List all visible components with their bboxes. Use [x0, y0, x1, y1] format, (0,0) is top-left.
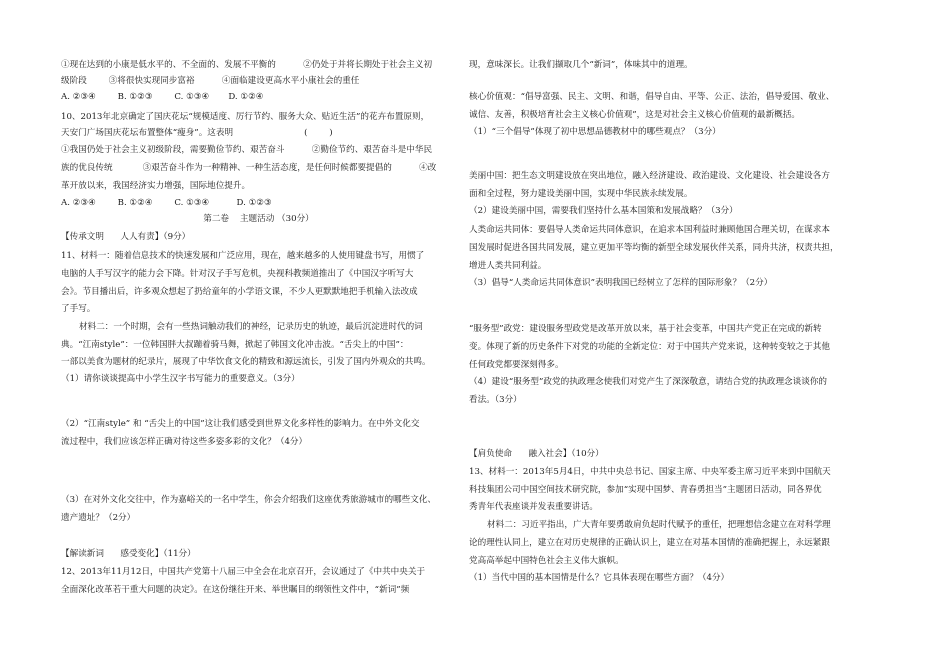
- core-values-text: 诚信、友善，积极培育社会主义核心价值观”，这是对社会主义核心价值观的最新概括。: [469, 110, 800, 120]
- part-two-title: 第二卷 主题活动 （30分）: [203, 214, 314, 224]
- q11-question-2: 流过程中，我们应该怎样正确对待这些多姿多彩的文化？（4分）: [61, 437, 308, 447]
- core-values-text: 核心价值观：“倡导富强、民主、文明、和谐，倡导自由、平等、公正、法治，倡导爱国、敬业、: [469, 92, 835, 102]
- community-text: 人类命运共同体：要倡导人类命运共同体意识，在追求本国利益时兼顾他国合理关切，在谋求本: [469, 225, 830, 235]
- q9-options-text: ①现在达到的小康是低水平的、不全面的、发展不平衡的 ②仍处于并将长期处于社会主义初: [61, 60, 433, 70]
- section-heading: 【传承文明 人人有责】（9分）: [61, 232, 191, 242]
- q12-question-4: （4）建设“服务型”政党的执政理念使我们对党产生了深深敬意，请结合党的执政理念谈谈你的: [469, 377, 828, 387]
- q10-answer-choices: A. ②③④ B. ①②④ C. ①③④ D. ①②③: [61, 198, 272, 208]
- q12-stem: 12、2013年11月12日，中国共产党第十八届三中全会在北京召开，会议通过了《中共中央关于: [61, 567, 426, 577]
- q10-stem: 天安门广场国庆花坛布置整体“瘦身”。这表明 ( ): [61, 128, 333, 138]
- section-heading: 【解读新词 感受变化】（11分）: [61, 549, 196, 559]
- q13-material-one: 秀青年代表座谈并发表重要讲话。: [469, 502, 598, 512]
- q13-question-1: （1）当代中国的基本国情是什么？它具体表现在哪些方面？（4分）: [469, 573, 730, 583]
- q12-stem: 全面深化改革若干重大问题的决定》。在这份继往开来、举世瞩目的纲领性文件中，“新词”频: [61, 585, 410, 595]
- q13-material-two: 材料二：习近平指出，广大青年要勇敢肩负起时代赋予的重任，把理想信念建立在对科学理: [487, 520, 831, 530]
- q10-stem: 10、2013年北京确定了国庆花坛“规模适度、厉行节约、服务大众、贴近生活”的花卉布置原则，: [61, 112, 430, 122]
- beautiful-china-text: 美丽中国：把生态文明建设放在突出地位，融入经济建设、政治建设、文化建设、社会建设各方: [469, 171, 830, 181]
- service-party-text: 变。体现了新的历史条件下对党的功能的全新定位：对于中国共产党来说，这种转变较之于其他: [469, 342, 830, 352]
- q9-options-text: 级阶段 ③将很快实现同步富裕 ④面临建设更高水平小康社会的重任: [61, 76, 360, 86]
- q11-question-1: （1）请你谈谈提高中小学生汉字书写能力的重要意义。（3分）: [61, 374, 300, 384]
- q11-question-3: 遗产遗址？（2分）: [61, 513, 136, 523]
- q11-material-one: 会》。节目播出后，许多观众想起了扔给童年的小学语文课，不少人更默默地把手机输入法改成: [61, 287, 418, 297]
- q9-answer-choices: A. ②③④ B. ①②③ C. ①③④ D. ①②④: [61, 92, 264, 102]
- q10-statements: ①我国仍处于社会主义初级阶段，需要勤俭节约、艰苦奋斗 ②勤俭节约、艰苦奋斗是中华民: [61, 145, 433, 155]
- q10-statements: 革开放以来，我国经济实力增强，国际地位提升。: [61, 181, 251, 191]
- community-text: 增进人类共同利益。: [469, 261, 547, 271]
- q13-material-one: 13、材料一：2013年5月4日，中共中央总书记、国家主席、中央军委主席习近平来到中国航天: [469, 467, 831, 477]
- community-text: 国发展时促进各国共同发展，建立更加平等均衡的新型全球发展伙伴关系，同舟共济，权责共担，: [469, 243, 839, 253]
- q13-material-two: 党高高举起中国特色社会主义伟大旗帜。: [469, 556, 624, 566]
- q11-material-two: 典。“江南style”：一位韩国胖大叔蹦着骑马舞，掀起了韩国文化冲击波。“舌尖上的中国”：: [61, 340, 409, 350]
- q11-question-2: （2）“江南style” 和 “舌尖上的中国”这让我们感受到世界文化多样性的影响力。在中外文化交: [61, 419, 420, 429]
- q12-question-1: （1）“三个倡导”体现了初中思想品德教材中的哪些观点？（3分）: [469, 127, 721, 137]
- q12-question-2: （2）建设美丽中国，需要我们坚持什么基本国策和发展战略？（3分）: [469, 206, 738, 216]
- q11-material-two: 一部以美食为题材的纪录片，展现了中华饮食文化的精致和源远流长，引发了国内外观众的共鸣。: [61, 357, 431, 367]
- beautiful-china-text: 面和全过程，努力建设美丽中国，实现中华民族永续发展。: [469, 189, 693, 199]
- service-party-text: 任何政党都要深刻得多。: [469, 360, 564, 370]
- q11-material-one: 11、材料一：随着信息技术的快速发展和广泛应用，现在，越来越多的人使用键盘书写，用惯了: [61, 251, 425, 261]
- q10-statements: 族的优良传统 ③艰苦奋斗作为一种精神、一种生活态度，是任何时候都要提倡的 ④改: [61, 163, 437, 173]
- q11-question-3: （3）在对外文化交往中，作为嘉峪关的一名中学生，你会介绍我们这座优秀旅游城市的哪些文化、: [61, 495, 437, 505]
- section-heading: 【肩负使命 融入社会】（10分）: [469, 449, 604, 459]
- q12-question-4: 看法。（3分）: [469, 395, 522, 405]
- q13-material-two: 论的理性认同上，建立在对历史规律的正确认识上，建立在对基本国情的准确把握上，永远紧跟: [469, 538, 830, 548]
- q13-material-one: 科技集团公司中国空间技术研究院，参加“实现中国梦、青春勇担当”主题团日活动，同各界优: [469, 485, 822, 495]
- q11-material-one: 电脑的人手写汉字的能力会下降。针对汉子手写危机，央视科教频道推出了《中国汉字听写大: [61, 269, 414, 279]
- q11-material-one: 了手写。: [61, 304, 96, 314]
- q12-question-3: （3）倡导“人类命运共同体意识”表明我国已经树立了怎样的国际形象？（2分）: [469, 278, 773, 288]
- q12-stem: 现，意味深长。让我们撷取几个“新词”，体味其中的道理。: [469, 60, 693, 70]
- q11-material-two: 材料二：一个时期，会有一些热词触动我们的神经，记录历史的轨迹，最后沉淀进时代的词: [79, 322, 423, 332]
- service-party-text: “服务型”政党：建设服务型政党是改革开放以来，基于社会变革，中国共产党正在完成的新转: [469, 324, 822, 334]
